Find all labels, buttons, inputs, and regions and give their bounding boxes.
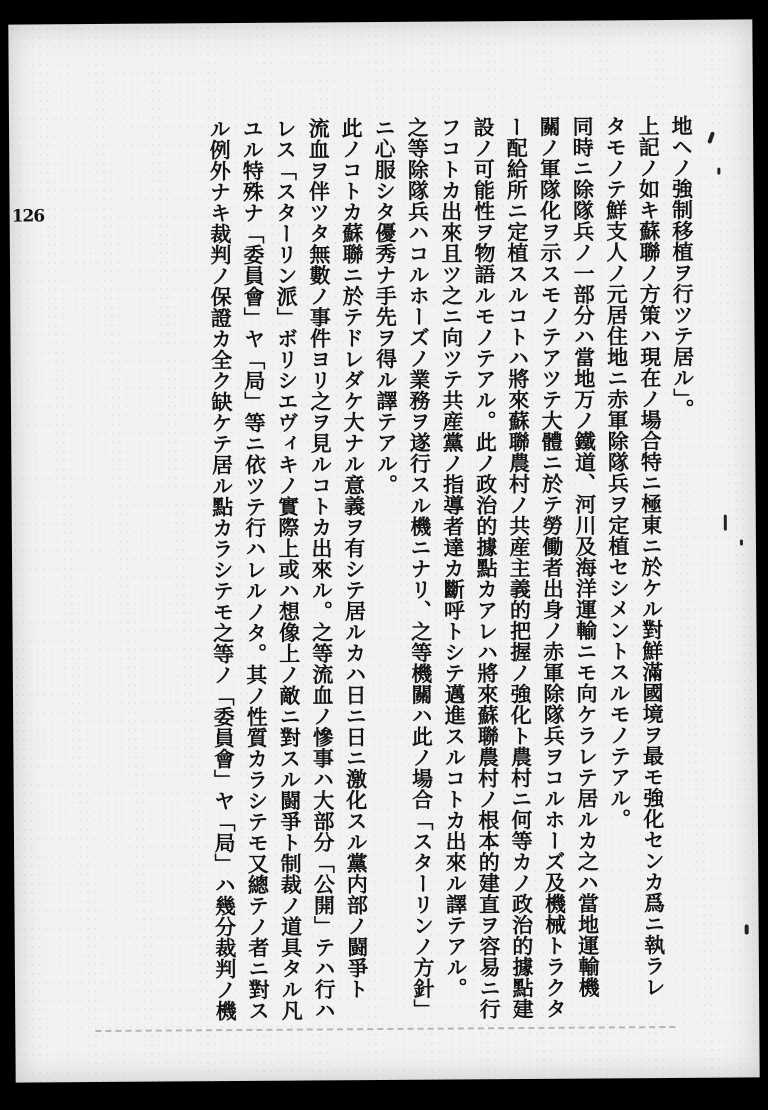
ink-speck	[717, 168, 720, 175]
text-column-7: 設ノ可能性ヲ物語ルモノテアル。此ノ政治的據點カアレハ將來蘇聯農村ノ根本的建直ヲ容易ニ行	[470, 116, 503, 1020]
document-page	[8, 19, 759, 1082]
ink-speck	[745, 924, 749, 934]
page-number: 126	[11, 206, 45, 227]
text-column-15: ル例外ナキ裁判ノ保證カ全ク缺ケテ居ル點カラシテモ之等ノ「委員會」ヤ「局」ハ幾分裁判ノ機	[206, 118, 239, 1022]
text-column-5: 關ノ軍隊化ヲ示スモノテアツテ大體ニ於テ勞働者出身ノ赤軍除隊兵ヲコルホーズ及機械トラクタ	[536, 115, 569, 1019]
text-column-10: ニ心服シタ優秀ナ手先ヲ得ル譯テアル。	[371, 116, 400, 496]
text-column-6: ー配給所ニ定植スルコトハ將來蘇聯農村ノ共産主義的把握ノ強化ト農村ニ何等カノ政治的據點建	[503, 115, 536, 1020]
text-column-2: 上記ノ如キ蘇聯ノ方策ハ現在ノ場合特ニ極東ニ於ケル對鮮滿國境ヲ最モ強化センカ爲ニ執ラレ	[635, 115, 668, 998]
text-column-13: レス「スターリン派」ボリシエヴィキノ實際上或ハ想像上ノ敵ニ對スル闘爭ト制裁ノ道具タル凡	[272, 117, 305, 1021]
text-column-1: 地ヘノ強制移植ヲ行ツテ居ル」。	[668, 114, 697, 420]
text-column-4: 同時ニ除隊兵ノ一部分ハ當地万ノ鐵道、河川及海洋運輸ニモ向ケラレテ居ルカ之ハ當地運輸機	[569, 115, 602, 998]
text-column-11: 此ノコトカ蘇聯ニ於テドレダケ大ナル意義ヲ有シテ居ルカハ日ニ日ニ激化スル黨内部ノ闘爭ト	[338, 117, 371, 1000]
text-column-9: 之等除隊兵ハコルホーズノ業務ヲ遂行スル機ニナリ、之等機關ハ此ノ場合「スターリンノ方針」	[404, 116, 437, 1020]
body-text	[203, 114, 704, 1022]
ink-speck	[707, 131, 715, 144]
ink-speck	[724, 515, 727, 531]
text-column-8: フコトカ出來且ツ之ニ向ツテ共産黨ノ指導者達カ斷呼トシテ邁進スルコトカ出來ル譯テアル。	[437, 116, 470, 999]
scan-artifact-line	[95, 1026, 675, 1034]
text-column-14: ユル特殊ナ「委員會」ヤ「局」等ニ依ツテ行ハレルノタ。其ノ性質カラシテモ又總テノ者ニ對ス	[239, 117, 272, 1021]
text-column-3: タモノテ鮮支人ノ元居住地ニ赤軍除隊兵ヲ定植セシメントスルモノテアル。	[602, 115, 633, 830]
text-column-12: 流血ヲ伴ツタ無數ノ事件ヨリ之ヲ見ルコトカ出來ル。之等流血ノ慘事ハ大部分「公開」テハ行ハ	[305, 117, 338, 1021]
ink-speck	[740, 539, 743, 545]
